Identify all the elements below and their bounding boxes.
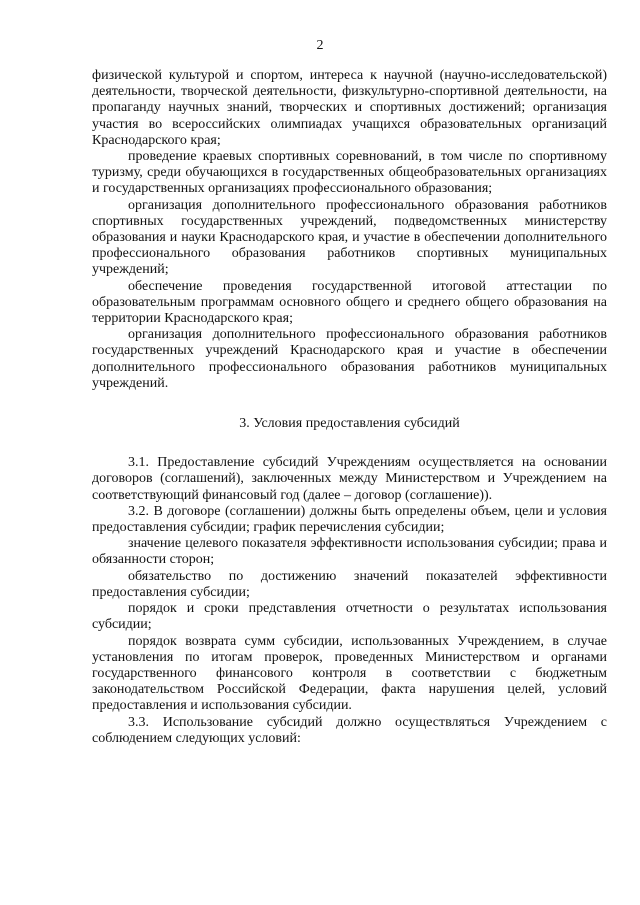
paragraph: обязательство по достижению значений показателей эффективности предоставления субсидии;: [92, 568, 607, 600]
paragraph: 3.3. Использование субсидий должно осуществляться Учреждением с соблюдением следующих условий:: [92, 714, 607, 746]
paragraph: порядок и сроки представления отчетности о результатах использования субсидии;: [92, 601, 607, 633]
paragraph: организация дополнительного профессионального образования работников спортивных государственных учреждений, подведомственных министерству образования и науки Краснодарского края, и участие в обеспечении дополнительного профессионального образования работников спортивных муниципальных учреждений;: [92, 197, 607, 278]
paragraph: порядок возврата сумм субсидии, использованных Учреждением, в случае установления по итогам проверок, проведенных Министерством и органами государственного финансового контроля в соответствии с бюджетным законодательством Российской Федерации, факта нарушения целей, условий предоставления и использования субсидии.: [92, 633, 607, 714]
paragraph: 3.2. В договоре (соглашении) должны быть определены объем, цели и условия предоставления субсидии; график перечисления субсидии;: [92, 503, 607, 536]
paragraph: организация дополнительного профессионального образования работников государственных учреждений Краснодарского края и участие в обеспечении дополнительного профессионального образования работников муниципальных учреждений.: [92, 327, 607, 391]
document-body: [92, 68, 607, 747]
paragraph: физической культурой и спортом, интереса к научной (научно-исследовательской) деятельности, творческой деятельности, физкультурно-спортивной деятельности, на пропаганду научных знаний, творческих и спортивных достижений; организация участия во всероссийских олимпиадах учащихся образовательных организаций Краснодарского края;: [92, 68, 607, 148]
section-heading: 3. Условия предоставления субсидий: [239, 416, 460, 432]
paragraph: проведение краевых спортивных соревнований, в том числе по спортивному туризму, среди обучающихся в государственных общеобразовательных организациях и государственных организациях профессионального образования;: [92, 149, 607, 197]
paragraph: 3.1. Предоставление субсидий Учреждениям осуществляется на основании договоров (соглашений), заключенных между Министерством и Учреждением на соответствующий финансовый год (далее – договор (соглашение)).: [92, 455, 607, 503]
paragraph: обеспечение проведения государственной итоговой аттестации по образовательным программам основного общего и среднего общего образования на территории Краснодарского края;: [92, 278, 607, 327]
paragraph: значение целевого показателя эффективности использования субсидии; права и обязанности сторон;: [92, 536, 607, 568]
page-number: 2: [316, 38, 324, 53]
